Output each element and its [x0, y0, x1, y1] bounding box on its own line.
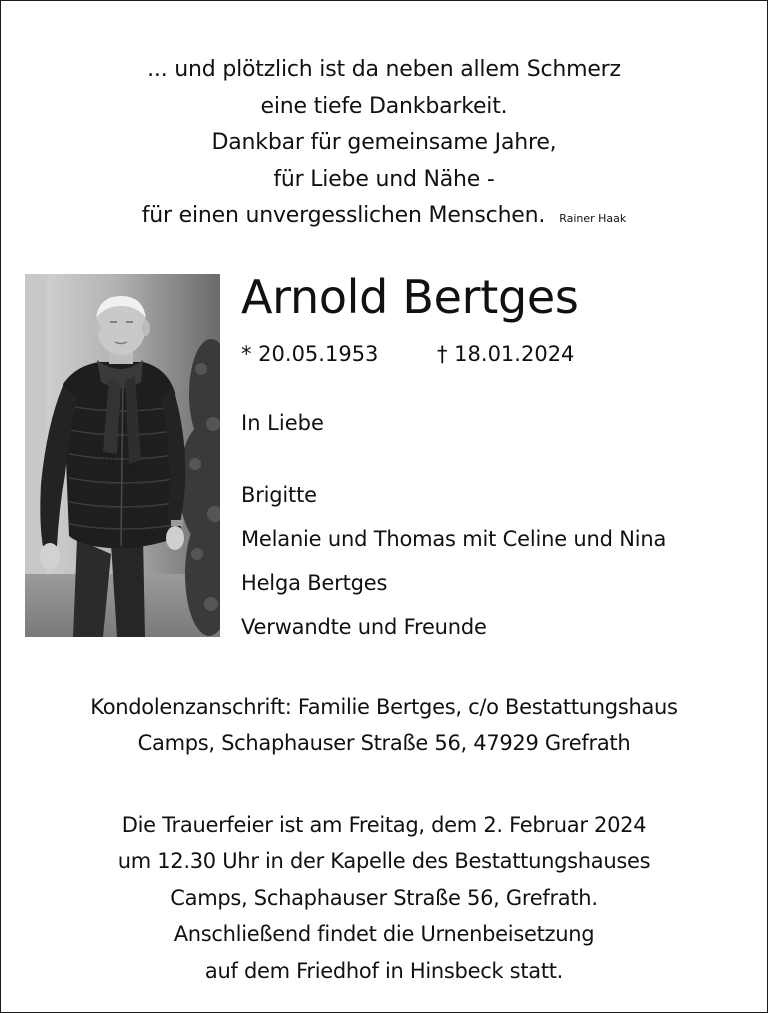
- condolence-line: Kondolenzanschrift: Familie Bertges, c/o Bestattungshaus: [90, 695, 678, 719]
- quote-line-text: für einen unvergesslichen Menschen.: [141, 203, 546, 228]
- memorial-quote: [1, 52, 767, 238]
- service-line: Anschließend findet die Urnenbeisetzung: [173, 922, 595, 947]
- portrait-illustration: [25, 274, 220, 637]
- deceased-portrait-photo: [25, 274, 220, 637]
- condolence-line: Camps, Schaphauser Straße 56, 47929 Grefrath: [137, 731, 631, 755]
- quote-line: ... und plötzlich ist da neben allem Schmerz: [147, 57, 621, 82]
- service-line: Die Trauerfeier ist am Freitag, dem 2. Februar 2024: [121, 813, 647, 837]
- list-item: Brigitte: [241, 483, 317, 507]
- service-line: auf dem Friedhof in Hinsbeck statt.: [204, 958, 564, 983]
- quote-line: eine tiefe Dankbarkeit.: [260, 93, 508, 119]
- funeral-service-info: [1, 807, 767, 989]
- mourners-list: [241, 479, 666, 655]
- quote-line: für Liebe und Nähe -: [273, 166, 495, 192]
- quote-line-last: [1, 198, 767, 238]
- quote-line: Dankbar für gemeinsame Jahre,: [211, 130, 557, 155]
- birth-date: * 20.05.1953: [241, 342, 379, 366]
- service-line: um 12.30 Uhr in der Kapelle des Bestattungshauses: [117, 849, 651, 874]
- list-item: Melanie und Thomas mit Celine und Nina: [241, 527, 667, 551]
- condolence-address: [1, 689, 767, 761]
- family-intro: In Liebe: [241, 411, 324, 435]
- quote-author: Rainer Haak: [559, 212, 627, 225]
- list-item: Helga Bertges: [241, 571, 388, 595]
- deceased-name: Arnold Bertges: [241, 270, 579, 324]
- service-line: Camps, Schaphauser Straße 56, Grefrath.: [170, 885, 598, 910]
- death-date: † 18.01.2024: [437, 342, 575, 366]
- list-item: Verwandte und Freunde: [241, 615, 487, 639]
